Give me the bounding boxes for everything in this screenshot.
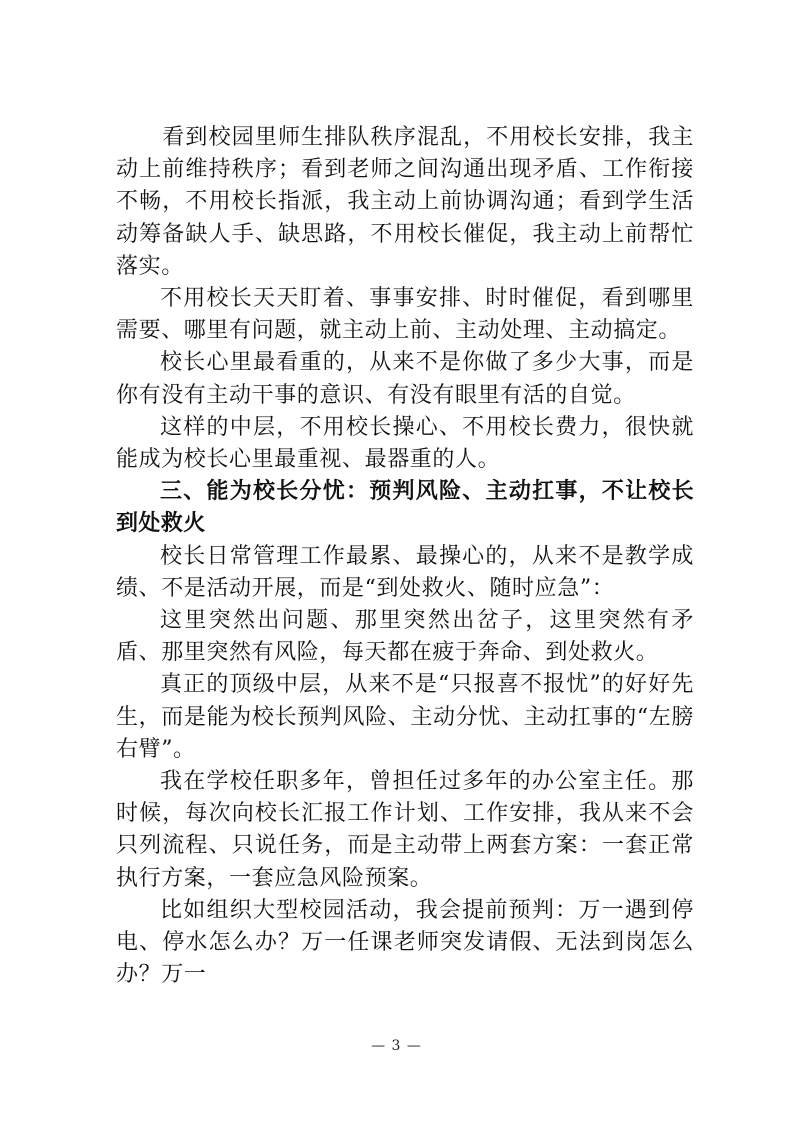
section-heading: 三、能为校长分忧：预判风险、主动扛事，不让校长到处救火 [116,479,694,537]
paragraph-7: 真正的顶级中层，从来不是“只报喜不报忧”的好好先生，而是能为校长预判风险、主动分忧、主动扛事的“左膀右臂”。 [116,672,694,762]
paragraph-5: 校长日常管理工作最累、最操心的，从来不是教学成绩、不是活动开展，而是“到处救火、随时应急”： [116,543,694,601]
paragraph-3: 校长心里最看重的，从来不是你做了多少大事，而是你有没有主动干事的意识、有没有眼里有活的自觉。 [116,350,694,408]
paragraph-1: 看到校园里师生排队秩序混乱，不用校长安排，我主动上前维持秩序；看到老师之间沟通出现矛盾、工作衔接不畅，不用校长指派，我主动上前协调沟通；看到学生活动筹备缺人手、缺思路，不用校长催促，我主动上前帮忙落实。 [116,125,694,279]
paragraph-6: 这里突然出问题、那里突然出岔子，这里突然有矛盾、那里突然有风险，每天都在疲于奔命、到处救火。 [116,608,694,666]
paragraph-8: 我在学校任职多年，曾担任过多年的办公室主任。那时候，每次向校长汇报工作计划、工作安排，我从来不会只列流程、只说任务，而是主动带上两套方案：一套正常执行方案，一套应急风险预案。 [116,769,694,891]
paragraph-2: 不用校长天天盯着、事事安排、时时催促，看到哪里需要、哪里有问题，就主动上前、主动处理、主动搞定。 [116,286,694,344]
page-number: — 3 — [371,1038,422,1054]
document-body [116,122,694,991]
paragraph-4: 这样的中层，不用校长操心、不用校长费力，很快就能成为校长心里最重视、最器重的人。 [116,414,694,473]
paragraph-9: 比如组织大型校园活动，我会提前预判：万一遇到停电、停水怎么办？万一任课老师突发请假、无法到岗怎么办？万一 [116,897,694,988]
